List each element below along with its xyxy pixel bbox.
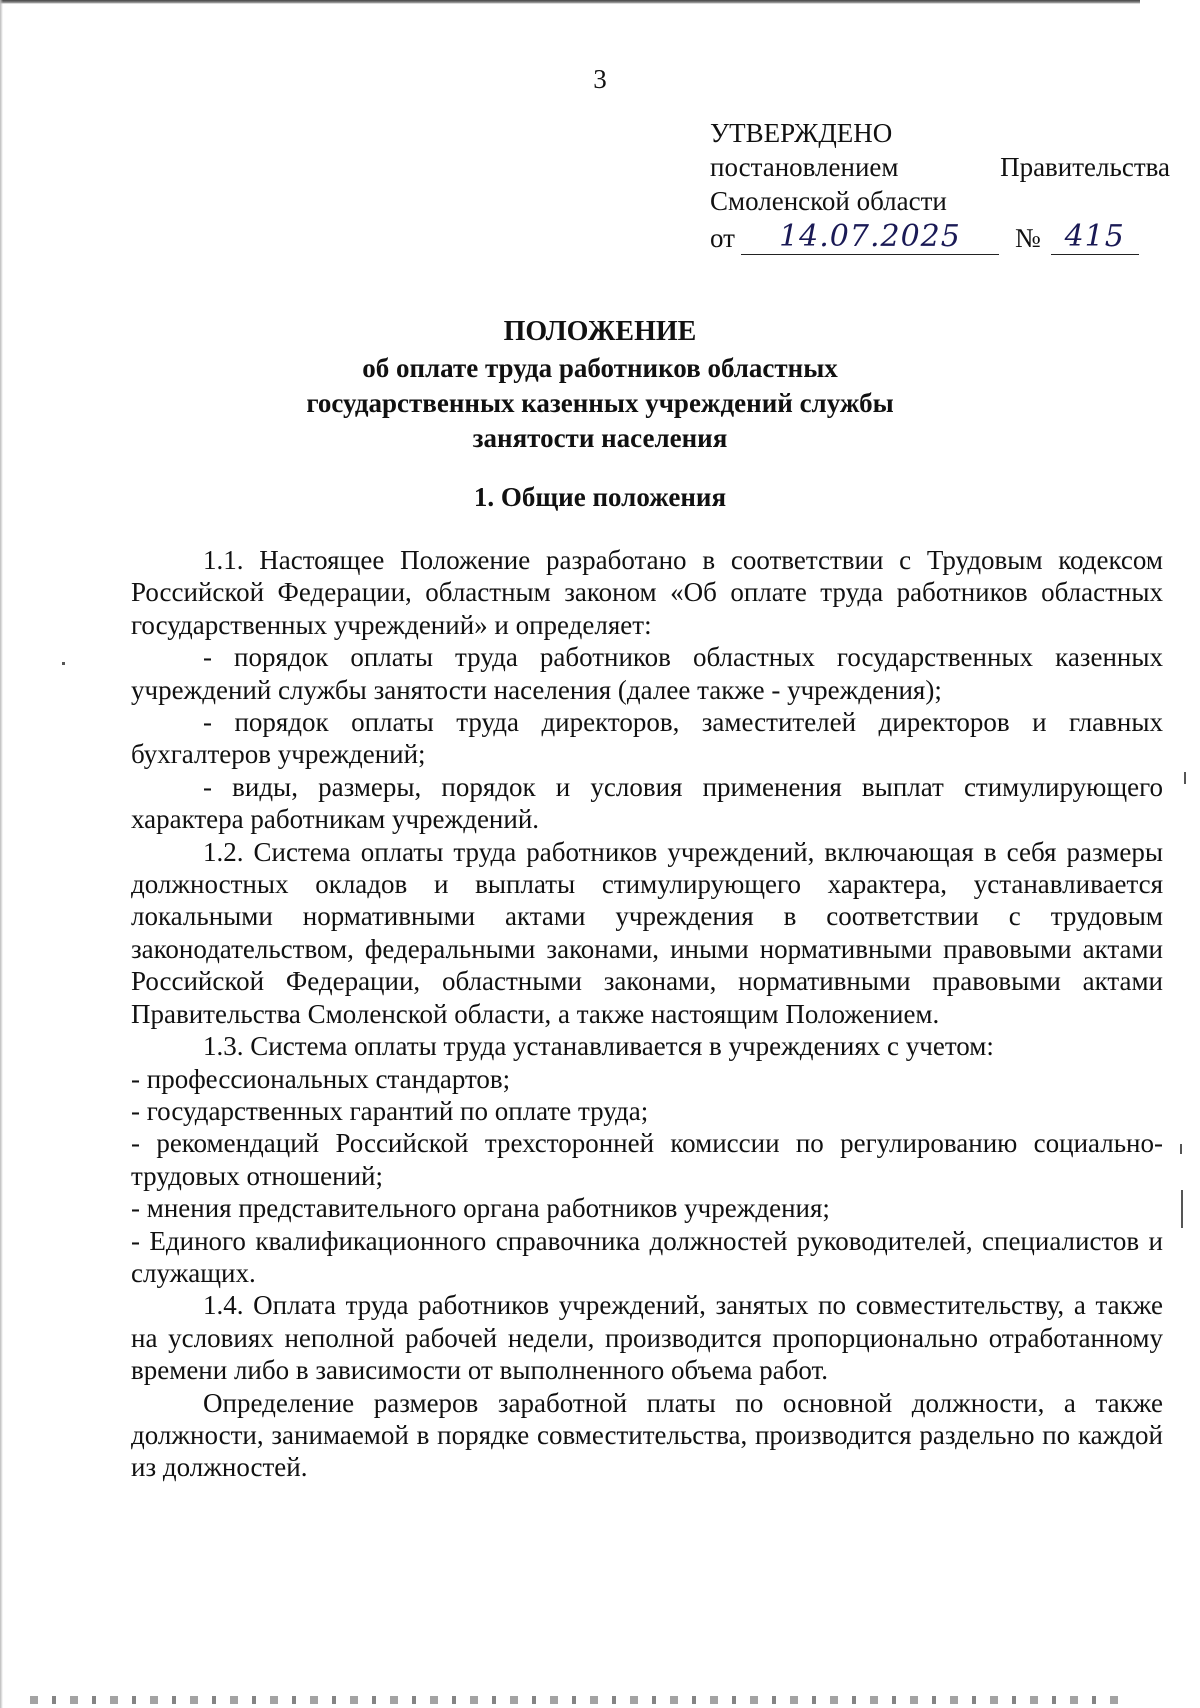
approval-stamp-block: [710, 116, 1170, 255]
section-body: [131, 544, 1163, 1484]
scan-footer-artifact: [30, 1696, 1130, 1704]
scan-edge-left: [0, 0, 3, 1708]
approved-label: УТВЕРЖДЕНО: [710, 118, 893, 148]
paragraph: 1.1. Настоящее Положение разработано в соответствии с Трудовым кодексом Российской Федерации, областным законом «Об оплате труда работников областных государственных учреждений» и определяет:: [131, 545, 1163, 640]
document-title: [0, 314, 1200, 456]
title-line-1: об оплате труда работников областных: [362, 353, 838, 383]
approval-resolution-line: [710, 150, 1170, 184]
date-number-row: [710, 220, 1170, 255]
scan-speck: [1181, 1190, 1183, 1228]
scan-speck: [1184, 772, 1186, 784]
government-word: Правительства: [1000, 152, 1170, 182]
section-heading: 1. Общие положения: [473, 482, 727, 512]
paragraph: - государственных гарантий по оплате труда;: [131, 1095, 649, 1126]
paragraph: - Единого квалификационного справочника должностей руководителей, специалистов и служащих.: [131, 1225, 1163, 1288]
page-number: 3: [593, 64, 607, 94]
paragraph: - виды, размеры, порядок и условия применения выплат стимулирующего характера работникам учреждений.: [131, 771, 1163, 835]
date-prefix: от: [710, 223, 735, 253]
paragraph: Определение размеров заработной платы по основной должности, а также должности, занимаемой в порядке совместительства, производится раздельно по каждой из должностей.: [131, 1387, 1163, 1483]
paragraph: - мнения представительного органа работников учреждения;: [131, 1193, 830, 1224]
paragraph: 1.3. Система оплаты труда устанавливается в учреждениях с учетом:: [203, 1031, 994, 1062]
resolution-word: постановлением: [710, 152, 899, 182]
paragraph: - порядок оплаты труда директоров, заместителей директоров и главных бухгалтеров учреждений;: [131, 707, 1163, 770]
handwritten-number: 415: [1051, 220, 1139, 255]
scan-speck: [1180, 1144, 1182, 1154]
title-line-3: занятости населения: [472, 423, 728, 453]
title-main: ПОЛОЖЕНИЕ: [503, 316, 697, 347]
paragraph: - порядок оплаты труда работников областных государственных казенных учреждений службы занятости населения (далее также - учреждения);: [131, 642, 1163, 705]
scan-edge-top: [0, 0, 1140, 4]
paragraph: 1.2. Система оплаты труда работников учреждений, включающая в себя размеры должностных окладов и выплаты стимулирующего характера, устанавливается локальными нормативными актами учреждения в соответствии с трудовым законодательством, федеральными законами, иными нормативными правовыми актами Российской Федерации, областными законами, нормативными правовыми актами Правительства Смоленской области, а также настоящим Положением.: [131, 836, 1163, 1029]
title-line-2: государственных казенных учреждений службы: [306, 388, 894, 418]
paragraph: 1.4. Оплата труда работников учреждений, занятых по совместительству, а также на условиях неполной рабочей недели, производится пропорционально отработанному времени либо в зависимости от выполненного объема работ.: [131, 1290, 1163, 1386]
handwritten-date: 14.07.2025: [741, 220, 999, 255]
scan-speck: [62, 662, 65, 665]
number-label: №: [1014, 223, 1041, 253]
paragraph: - рекомендаций Российской трехсторонней комиссии по регулированию социально-трудовых отношений;: [131, 1128, 1163, 1191]
region-line: Смоленской области: [710, 186, 947, 216]
paragraph: - профессиональных стандартов;: [131, 1063, 511, 1094]
